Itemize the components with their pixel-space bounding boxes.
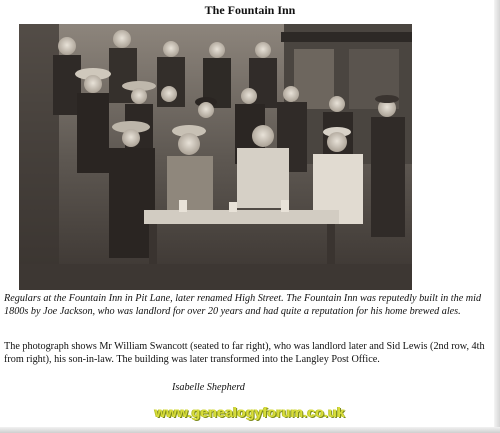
page-bottom-shadow xyxy=(0,427,500,433)
site-watermark[interactable]: www.genealogyforum.co.uk xyxy=(154,404,346,420)
photo-caption-italic: Regulars at the Fountain Inn in Pit Lane, later renamed High Street. The Fountain Inn was reputedly built in the mid 1800s by Joe Jackson, who was landlord for over 20 years and had quite a reputation for his home brewed ales. xyxy=(4,293,482,318)
photograph-image xyxy=(19,24,412,290)
page-title: The Fountain Inn xyxy=(204,3,296,17)
page-edge-shadow xyxy=(494,0,500,433)
group-photograph xyxy=(19,24,412,290)
photo-caption-body: The photograph shows Mr William Swancott (seated to far right), who was landlord later and Sid Lewis (2nd row, 4th from right), his son-in-law. The building was later transformed into the Langley Post Office. xyxy=(4,341,485,366)
author-name: Isabelle Shepherd xyxy=(172,382,245,393)
